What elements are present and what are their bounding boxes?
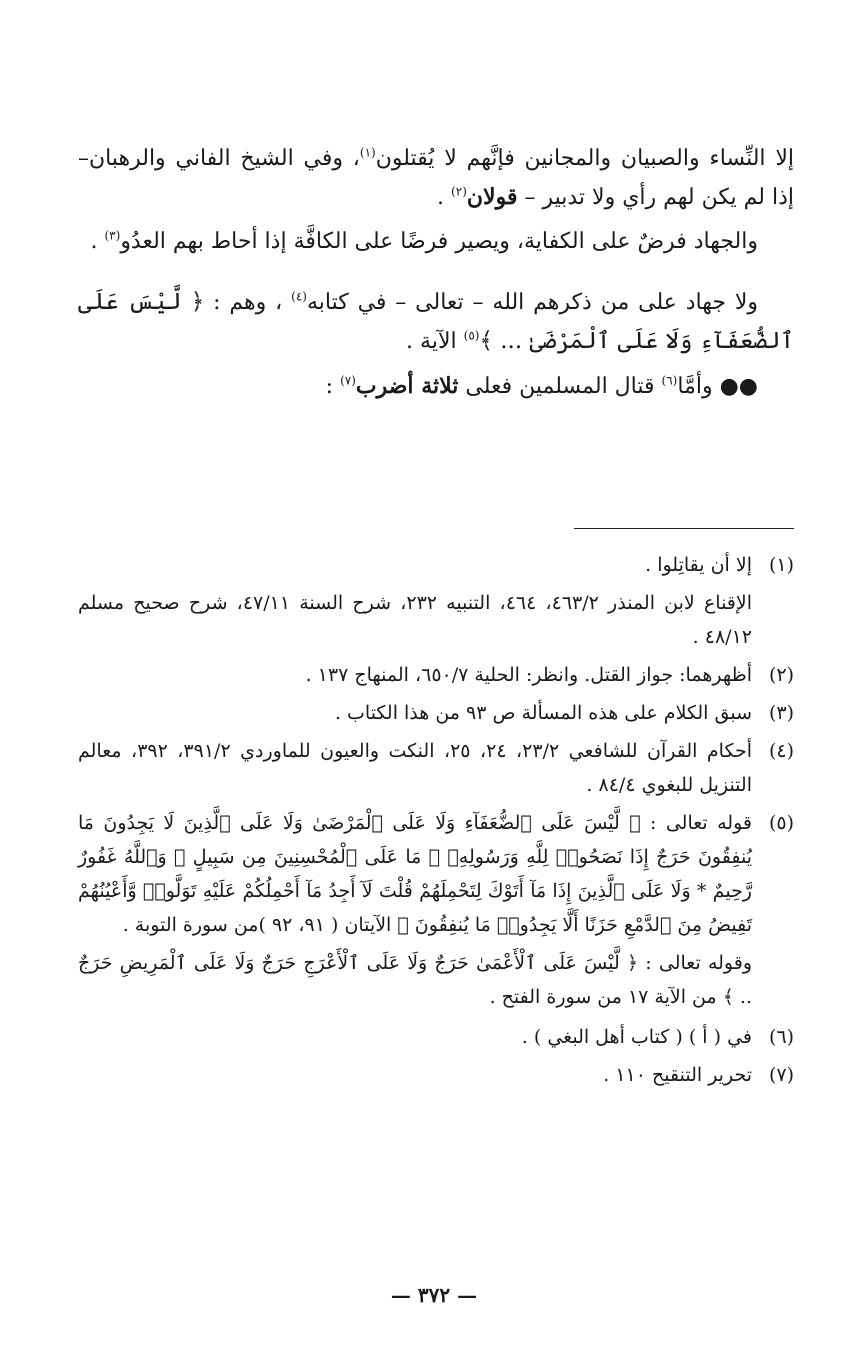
paragraph-1 xyxy=(78,140,794,217)
main-text xyxy=(78,140,794,406)
paragraph-3 xyxy=(78,283,794,361)
footnote-1 xyxy=(78,548,794,654)
paragraph-4-text-b: قتال المسلمين فعلى xyxy=(465,374,655,399)
paragraph-4-end: : xyxy=(325,374,334,399)
paragraph-1-text: إلا النِّساء والصبيان والمجانين فإنَّهم لا يُقتلون xyxy=(375,146,794,171)
footnote-ref-2: (٢) xyxy=(451,184,467,199)
footnote-body xyxy=(78,734,752,802)
paragraph-2-end: . xyxy=(90,229,98,254)
footnote-number: (٤) xyxy=(768,740,794,762)
footnotes xyxy=(78,548,794,1096)
footnote-2 xyxy=(78,658,794,692)
paragraph-3-text: ولا جهاد على من ذكرهم الله – تعالى – في كتابه xyxy=(306,290,759,315)
footnote-ref-5: (٥) xyxy=(463,328,480,343)
footnote-text: أظهرهما: جواز القتل. وانظر: الحلية ٦٥٠/٧، المنهاج ١٣٧ . xyxy=(305,664,752,686)
paragraph-4 xyxy=(78,367,794,406)
quran-verse: ﴿ لَّيْسَ عَلَى ٱلضُّعَفَآءِ وَلَا عَلَى ٱلْمَرْضَىٰ ... ﴾ xyxy=(78,289,794,354)
paragraph-4-bold: ثلاثة أضرب xyxy=(355,373,459,399)
footnote-body xyxy=(78,548,752,654)
footnote-5 xyxy=(78,806,794,942)
footnote-text: قوله تعالى : ﴿ لَّيْسَ عَلَى ٱلضُّعَفَآءِ وَلَا عَلَى ٱلْمَرْضَىٰ وَلَا عَلَى ٱلَّذِينَ لَا يَجِدُونَ مَا يُنفِقُونَ حَرَجٌ إِذَا نَصَحُوا۟ لِلَّهِ وَرَسُولِهِۦ ۚ مَا عَلَى ٱلْمُحْسِنِينَ مِن سَبِيلٍ ۚ وَٱللَّهُ غَفُورٌ رَّحِيمٌ * وَلَا عَلَى ٱلَّذِينَ إِذَا مَآ أَتَوْكَ لِتَحْمِلَهُمْ قُلْتَ لَآ أَجِدُ مَآ أَحْمِلُكُمْ عَلَيْهِ تَوَلَّوا۟ وَّأَعْيُنُهُمْ تَفِيضُ مِنَ ٱلدَّمْعِ حَزَنًا أَلَّا يَجِدُوا۟ مَا يُنفِقُونَ ﴾ الآيتان ( ٩١، ٩٢ )من سورة التوبة . xyxy=(78,812,752,936)
footnote-number: (٢) xyxy=(768,664,794,686)
footnote-text: إلا أن يقاتِلوا . xyxy=(645,554,752,576)
footnote-number: (٦) xyxy=(768,1026,794,1048)
footnote-text: سبق الكلام على هذه المسألة ص ٩٣ من هذا الكتاب . xyxy=(334,702,752,724)
page-number: — ٣٧٢ — xyxy=(390,1283,478,1307)
footnote-number: (١) xyxy=(768,554,794,576)
footnote-text-extra: الإقناع لابن المنذر ٤٦٣/٢، ٤٦٤، التنبيه ٢٣٢، شرح السنة ٤٧/١١، شرح صحيح مسلم ٤٨/١٢ . xyxy=(78,592,753,648)
footnote-divider xyxy=(574,528,794,529)
footnote-3 xyxy=(78,696,794,730)
footnote-ref-7: (٧) xyxy=(340,373,356,388)
footnote-5-continuation: وقوله تعالى : ﴿ لَّيْسَ عَلَى ٱلْأَعْمَىٰ حَرَجٌ وَلَا عَلَى ٱلْأَعْرَجِ حَرَجٌ وَلَا عَلَى ٱلْمَرِيضِ حَرَجٌ .. ﴾ من الآية ١٧ من سورة الفتح . xyxy=(78,952,752,1008)
paragraph-2-text: والجهاد فرضٌ على الكفاية، ويصير فرضًا على الكافَّة إذا أحاط بهم العدُو xyxy=(120,229,758,254)
footnote-number: (٧) xyxy=(768,1064,794,1086)
footnote-body xyxy=(78,1020,752,1054)
footnote-number: (٥) xyxy=(768,812,794,834)
paragraph-3-end: الآية . xyxy=(406,329,457,354)
footnote-number: (٣) xyxy=(768,702,794,724)
footnote-body xyxy=(78,806,752,942)
paragraph-3-text-b: ، وهم : xyxy=(213,290,283,315)
footnote-body xyxy=(78,696,752,730)
footnote-4 xyxy=(78,734,794,802)
bullet-marks: ●● xyxy=(719,374,758,399)
footnote-ref-6: (٦) xyxy=(661,373,678,388)
paragraph-1-bold: قولان xyxy=(466,184,518,210)
footnote-body xyxy=(78,1058,752,1092)
paragraph-1-text-b: ، وفي الشيخ الفاني والرهبان– إذا لم يكن لهم رأي ولا تدبير – xyxy=(78,146,794,210)
paragraph-1-end: . xyxy=(437,185,445,210)
footnote-text: في ( أ ) ( كتاب أهل البغي ) . xyxy=(521,1026,752,1048)
footnote-ref-1: (١) xyxy=(359,145,376,160)
footnote-ref-4: (٤) xyxy=(291,289,307,304)
footnote-text: تحرير التنقيح ١١٠ . xyxy=(603,1064,752,1086)
footnote-body xyxy=(78,658,752,692)
footnote-ref-3: (٣) xyxy=(104,228,121,243)
paragraph-2 xyxy=(78,223,794,261)
footnote-6 xyxy=(78,1020,794,1054)
footnote-text: أحكام القرآن للشافعي ٢٣/٢، ٢٤، ٢٥، النكت والعيون للماوردي ٣٩١/٢، ٣٩٢، معالم التنزيل للبغوي ٨٤/٤ . xyxy=(78,740,752,796)
paragraph-4-text-a: وأمَّا xyxy=(677,374,713,399)
footnote-7 xyxy=(78,1058,794,1092)
